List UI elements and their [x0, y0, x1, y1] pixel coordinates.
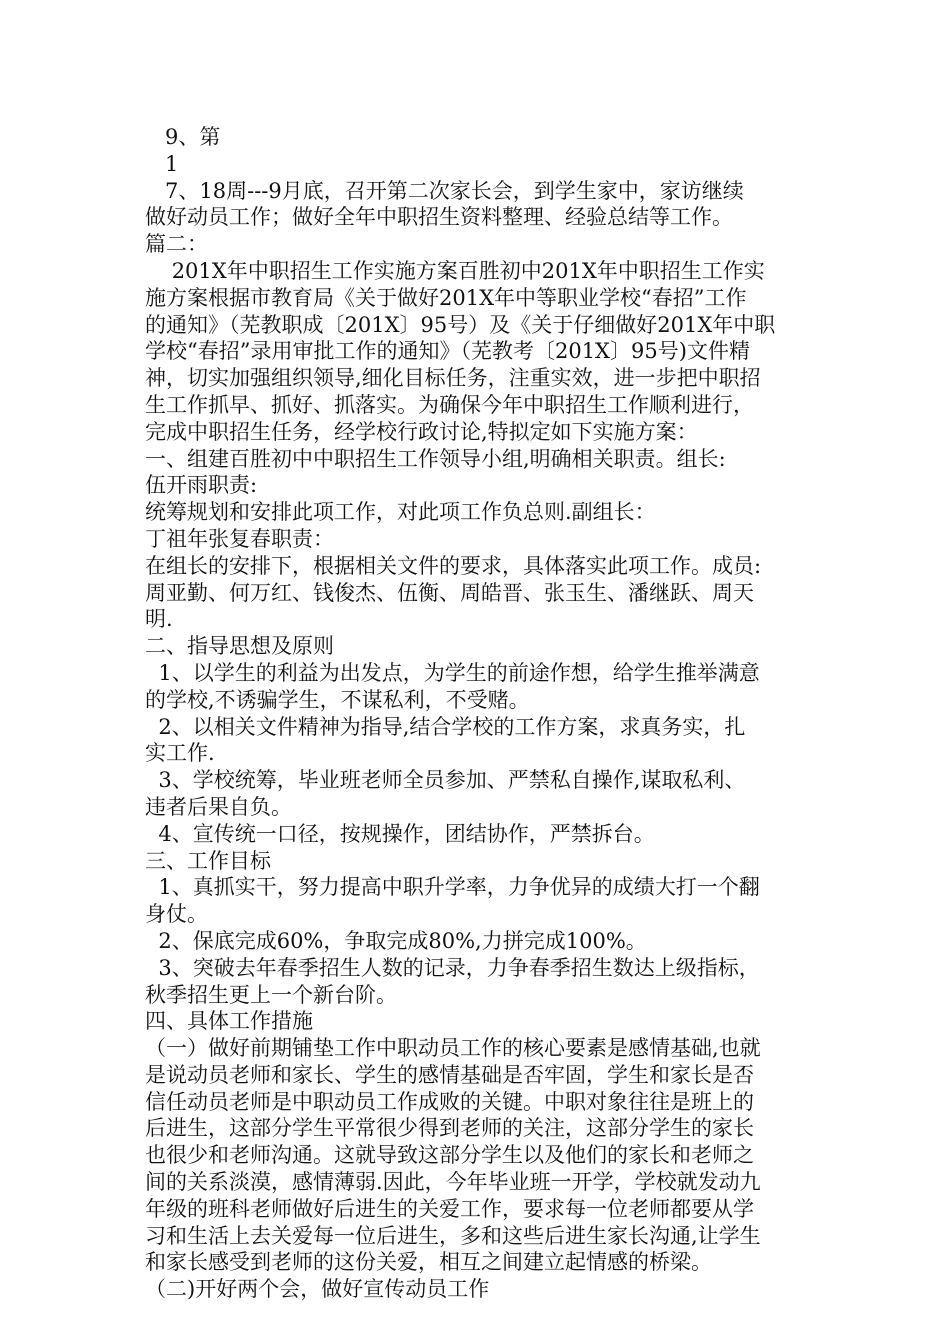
text-line: 身仗。 — [145, 902, 208, 927]
text-line: 3、突破去年春季招生人数的记录，力争春季招生数达上级指标， — [145, 955, 760, 980]
section-heading: 一、组建百胜初中中职招生工作领导小组,明确相关职责。组长: — [145, 446, 726, 471]
text-line: 生工作抓早、抓好、抓落实。为确保今年中职招生工作顺利进行， — [145, 392, 754, 417]
text-line: 在组长的安排下，根据相关文件的要求，具体落实此项工作。成员: — [145, 553, 762, 578]
text-line: 7、18周---9月底，召开第二次家长会，到学生家中，家访继续 — [145, 178, 744, 203]
text-line: 学校“春招”录用审批工作的通知》（芜教考〔201X〕95号)文件精 — [145, 339, 750, 364]
text-line: 1 — [145, 151, 179, 176]
text-line: 信任动员老师是中职动员工作成败的关键。中职对象往往是班上的 — [145, 1089, 754, 1114]
text-line: （一）做好前期铺垫工作中职动员工作的核心要素是感情基础,也就 — [145, 1036, 761, 1061]
text-line: 秋季招生更上一个新台阶。 — [145, 982, 397, 1007]
text-line: 后进生，这部分学生平常很少得到老师的关注，这部分学生的家长 — [145, 1116, 754, 1141]
text-line: 神，切实加强组织领导,细化目标任务，注重实效，进一步把中职招 — [145, 366, 761, 391]
text-line: 施方案根据市教育局《关于做好201X年中等职业学校“春招”工作 — [145, 285, 747, 310]
text-line: 年级的班科老师做好后进生的关爱工作，要求每一位老师都要从学 — [145, 1196, 754, 1221]
text-line: 的学校,不诱骗学生，不谋私利，不受赌。 — [145, 687, 530, 712]
text-line: 丁祖年张复春职责： — [145, 526, 334, 551]
text-line: 做好动员工作；做好全年中职招生资料整理、经验总结等工作。 — [145, 205, 733, 230]
text-line: 1、真抓实干，努力提高中职升学率，力争优异的成绩大打一个翻 — [145, 875, 760, 900]
text-line: 9、第 — [145, 125, 221, 149]
section-heading: 二、指导思想及原则 — [145, 634, 334, 659]
text-line: 2、保底完成60%，争取完成80%,力拼完成100%。 — [145, 928, 647, 953]
text-line: 伍开雨职责: — [145, 473, 258, 498]
text-line: 201X年中职招生工作实施方案百胜初中201X年中职招生工作实 — [145, 258, 765, 283]
text-line: 周亚勤、何万红、钱俊杰、伍衡、周皓晋、张玉生、潘继跃、周天 — [145, 580, 754, 605]
text-line: 违者后果自负。 — [145, 794, 292, 819]
text-line: 3、学校统筹，毕业班老师全员参加、严禁私自操作,谋取私利、 — [145, 768, 746, 793]
text-line: 完成中职招生任务，经学校行政讨论,特拟定如下实施方案： — [145, 419, 698, 444]
text-line: 的通知》（芜教职成〔201X〕95号）及《关于仔细做好201X年中职 — [145, 312, 776, 337]
section-heading: 三、工作目标 — [145, 848, 271, 873]
document-body — [145, 124, 815, 1303]
text-line: 实工作. — [145, 741, 215, 766]
section-heading: 篇二： — [145, 232, 208, 257]
text-line: 间的关系淡漠，感情薄弱.因此，今年毕业班一开学，学校就发动九 — [145, 1170, 761, 1195]
text-line: 统筹规划和安排此项工作，对此项工作负总则.副组长： — [145, 500, 656, 525]
text-line: 和家长感受到老师的这份关爱，相互之间建立起情感的桥梁。 — [145, 1250, 712, 1275]
text-line: 2、以相关文件精神为指导,结合学校的工作方案，求真务实，扎 — [145, 714, 746, 739]
text-line: 4、宣传统一口径，按规操作，团结协作，严禁拆台。 — [145, 821, 655, 846]
text-line: （二)开好两个会，做好宣传动员工作 — [145, 1277, 490, 1302]
text-line: 明. — [145, 607, 173, 632]
text-line: 习和生活上去关爱每一位后进生，多和这些后进生家长沟通,让学生 — [145, 1223, 761, 1248]
section-heading: 四、具体工作措施 — [145, 1009, 313, 1034]
text-line: 1、以学生的利益为出发点，为学生的前途作想，给学生推举满意 — [145, 660, 760, 685]
text-line: 也很少和老师沟通。这就导致这部分学生以及他们的家长和老师之 — [145, 1143, 754, 1168]
text-line: 是说动员老师和家长、学生的感情基础是否牢固，学生和家长是否 — [145, 1062, 754, 1087]
